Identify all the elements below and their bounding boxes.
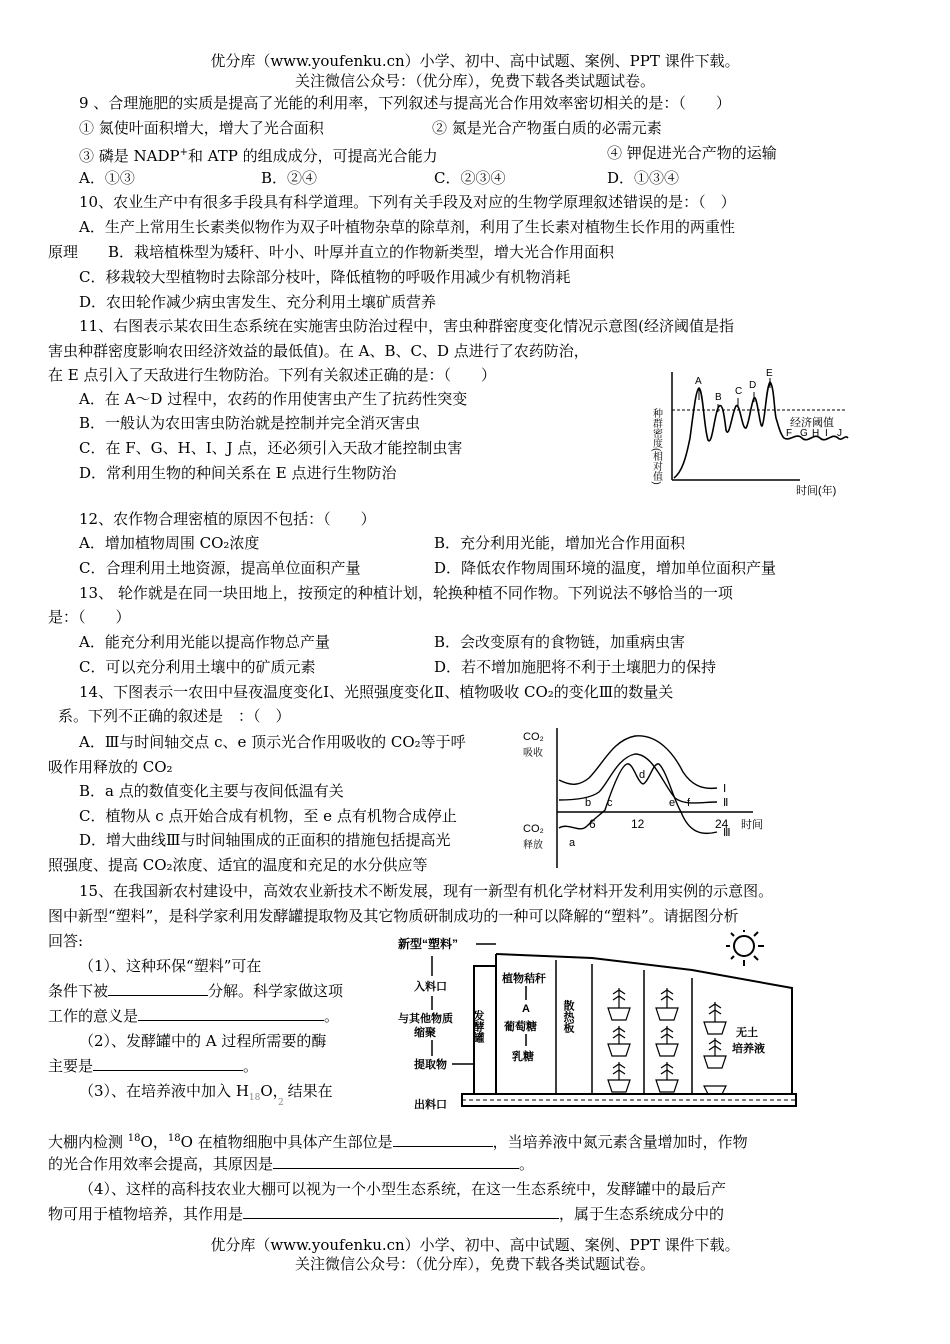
q14-option-a-cont: 吸作用释放的 CO₂ [48,758,173,776]
co2-daynight-figure [517,722,779,872]
q11-option-a: A．在 A～D 过程中，农药的作用使害虫产生了抗药性突变 [79,390,468,408]
header-line-1: 优分库（www.youfenku.cn）小学、初中、高中试题、案例、PPT 课件下载。 [210,52,740,70]
q15-part3-line2: 大棚内检测 $^{18}$O，$^{18}$O 在植物细胞中具体产生部位是 ，当培养液中氮元素含量增加时，作物 [48,1133,748,1151]
soilless-label-2: 培养液 [732,1043,765,1055]
q13-stem-2: 是：（ ） [48,608,131,626]
point-d: D [749,380,757,391]
point-e: E [766,368,773,379]
point-d: d [639,769,646,781]
q10-option-a: A．生产上常用生长素类似物作为双子叶植物杂草的除草剂，利用了生长素对植物生长作用的两重性 [79,218,735,236]
point-b: B [715,392,722,403]
plastic-label: 新型“塑料” [398,937,459,951]
point-e: e [669,797,676,809]
threshold-label: 经济阈值 [790,417,834,429]
curve-i [559,736,717,789]
q9-statement-4: ④ 钾促进光合产物的运输 [607,144,777,162]
point-a: A [695,376,702,387]
q11-stem-1: 11、右图表示某农田生态系统在实施害虫防治过程中，害虫种群密度变化情况示意图(经济阈值是指 [79,317,734,335]
answer-blank-3[interactable] [93,1055,243,1071]
answer-blank-5[interactable] [273,1153,519,1169]
point-a: a [569,837,576,849]
point-f: f [687,797,691,809]
tick-6: 6 [589,817,596,831]
tick-24: 24 [715,817,729,831]
q15-part1-line3: 工作的意义是 。 [48,1007,340,1025]
pest-density-figure [650,368,850,498]
q14-option-a: A．Ⅲ与时间轴交点 c、e 顶示光合作用吸收的 CO₂等于呼 [79,733,466,751]
density-curve [674,382,848,478]
sun-icon [726,930,764,966]
mix-label-1: 与其他物质 [398,1013,453,1025]
q15-part4-line1: （4）、这样的高科技农业大棚可以视为一个小型生态系统，在这一生态系统中，发酵罐中的最后产 [79,1180,727,1198]
q12-option-d: D．降低农作物周围环境的温度，增加单位面积产量 [434,559,777,577]
q13-option-a: A．能充分利用光能以提高作物总产量 [79,633,330,651]
q9-statement-1: ① 氮使叶面积增大，增大了光合面积 [79,119,324,137]
q15-part2-line2: 主要是 。 [48,1057,259,1075]
q15-part1-line2: 条件下被 分解。科学家做这项 [48,982,344,1000]
tank-label: 发酵罐 [472,1010,484,1043]
q11-stem-3: 在 E 点引入了天敌进行生物防治。下列有关叙述正确的是：（ ） [48,366,496,384]
q11-stem-2: 害虫种群密度影响农田经济效益的最低值)。在 A、B、C、D 点进行了农药防治， [48,342,589,360]
q13-option-b: B．会改变原有的食物链，加重病虫害 [434,633,686,651]
point-h: H [812,428,820,439]
q15-part4-line2: 物可用于植物培养，其作用是 ，属于生态系统成分中的 [48,1205,725,1223]
q15-part2-line1: （2）、发酵罐中的 A 过程所需要的酶 [79,1032,327,1050]
soilless-label-1: 无土 [736,1027,758,1039]
q13-stem-1: 13、 轮作就是在同一块田地上，按预定的种植计划，轮换种植不同作物。下列说法不够恰当的一项 [79,584,733,602]
q12-option-a: A．增加植物周围 CO₂浓度 [79,534,260,552]
q15-part3-line1: （3）、在培养液中加入 $H_{18}O$，结果在 [79,1082,333,1103]
tick-12: 12 [631,817,645,831]
q15-part1-line1: （1）、这种环保“塑料”可在 [79,957,262,975]
inlet-label: 入料口 [414,981,447,993]
point-f: F [786,428,793,439]
answer-blank-2[interactable] [138,1005,324,1021]
q14-option-d-cont: 照强度、提高 CO₂浓度、适宜的温度和充足的水分供应等 [48,856,428,874]
answer-blank-1[interactable] [108,980,208,996]
point-c: C [735,386,743,397]
q12-option-c: C．合理利用土地资源，提高单位面积产量 [79,559,361,577]
process-a-label: A [522,1003,530,1015]
q14-option-d: D．增大曲线Ⅲ与时间轴围成的正面积的措施包括提高光 [79,831,451,849]
q9-statement-2: ② 氮是光合产物蛋白质的必需元素 [432,119,662,137]
q14-stem-2: 系。下列不正确的叙述是 ：（ ） [58,707,291,725]
straw-label: 植物秸秆 [502,973,546,985]
q9-stem: 9 、合理施肥的实质是提高了光能的利用率，下列叙述与提高光合作用效率密切相关的是：（ ） [79,94,731,112]
lactose-label: 乳糖 [512,1051,534,1063]
header-line-2: 关注微信公众号：（优分库），免费下载各类试题试卷。 [294,72,655,90]
q14-option-b: B．a 点的数值变化主要与夜间低温有关 [79,782,344,800]
q11-option-b: B．一般认为农田害虫防治就是控制并完全消灭害虫 [79,414,421,432]
outlet-label: 出料口 [414,1099,447,1111]
absorb-label: 吸收 [523,748,543,759]
mix-label-2: 缩聚 [414,1027,436,1039]
point-b: b [585,797,592,809]
q9-statement-3: ③ 磷是 NADP+和 ATP 的组成成分，可提高光合能力 [79,147,438,165]
q14-stem-1: 14、下图表示一农田中昼夜温度变化Ⅰ、光照强度变化Ⅱ、植物吸收 CO₂的变化Ⅲ的数量关 [79,683,674,701]
q11-option-d: D．常利用生物的种间关系在 E 点进行生物防治 [79,464,397,482]
q10-option-d: D．农田轮作减少病虫害发生、充分利用土壤矿质营养 [79,293,437,311]
co2-bottom-label: CO₂ [523,823,544,835]
footer-line-2: 关注微信公众号：（优分库），免费下载各类试题试卷。 [294,1255,655,1273]
q12-option-b: B．充分利用光能，增加光合作用面积 [434,534,686,552]
x-axis-label: 时间(年) [796,485,837,497]
q10-stem: 10、农业生产中有很多手段具有科学道理。下列有关手段及对应的生物学原理叙述错误的是：（ ） [79,193,736,211]
release-label: 释放 [523,840,543,851]
answer-blank-4[interactable] [393,1131,493,1147]
q13-option-d: D．若不增加施肥将不利于土壤肥力的保持 [434,658,717,676]
point-i: I [825,428,828,439]
greenhouse-figure [392,930,802,1112]
point-c: c [607,797,613,809]
q9-option-d: D．①③④ [607,169,680,187]
q10-option-b: 原理 B．栽培植株型为矮秆、叶小、叶厚并直立的作物新类型，增大光合作用面积 [48,243,615,261]
footer-line-1: 优分库（www.youfenku.cn）小学、初中、高中试题、案例、PPT 课件下载。 [210,1236,740,1254]
q15-stem-1: 15、在我国新农村建设中，高效农业新技术不断发展，现有一新型有机化学材料开发利用实例的示意图。 [79,882,774,900]
radiator-label: 散热板 [562,1000,574,1033]
q10-option-c: C．移栽较大型植物时去除部分枝叶，降低植物的呼吸作用减少有机物消耗 [79,268,571,286]
point-j: J [837,428,842,439]
q15-subscript-2: 2 [278,1098,284,1108]
plant-pots [608,988,726,1094]
y-axis-label: 种群密度(相对值) [650,408,662,485]
label-curve-ii: Ⅱ [723,797,729,809]
q9-option-b: B．②④ [261,169,318,187]
q9-option-c: C．②③④ [434,169,506,187]
q9-option-a: A．①③ [79,169,135,187]
label-curve-i: Ⅰ [723,783,727,795]
time-label: 时间 [741,819,763,831]
co2-top-label: CO₂ [523,731,544,743]
q15-part3-line3: 的光合作用效率会提高，其原因是 。 [48,1155,535,1173]
extract-label: 提取物 [414,1059,447,1071]
q15-stem-3: 回答: [48,932,84,950]
q12-stem: 12、农作物合理密植的原因不包括：（ ） [79,510,376,528]
q14-option-c: C．植物从 c 点开始合成有机物，至 e 点有机物合成停止 [79,807,457,825]
point-g: G [800,428,808,439]
answer-blank-6[interactable] [243,1203,559,1219]
q13-option-c: C．可以充分利用土壤中的矿质元素 [79,658,316,676]
q11-option-c: C．在 F、G、H、I、J 点，还必须引入天敌才能控制虫害 [79,439,463,457]
label-curve-iii: Ⅲ [723,827,731,839]
glucose-label: 葡萄糖 [504,1021,537,1033]
q15-stem-2: 图中新型“塑料”，是科学家利用发酵罐提取物及其它物质研制成功的一种可以降解的“塑料”。请据图分析 [48,907,739,925]
